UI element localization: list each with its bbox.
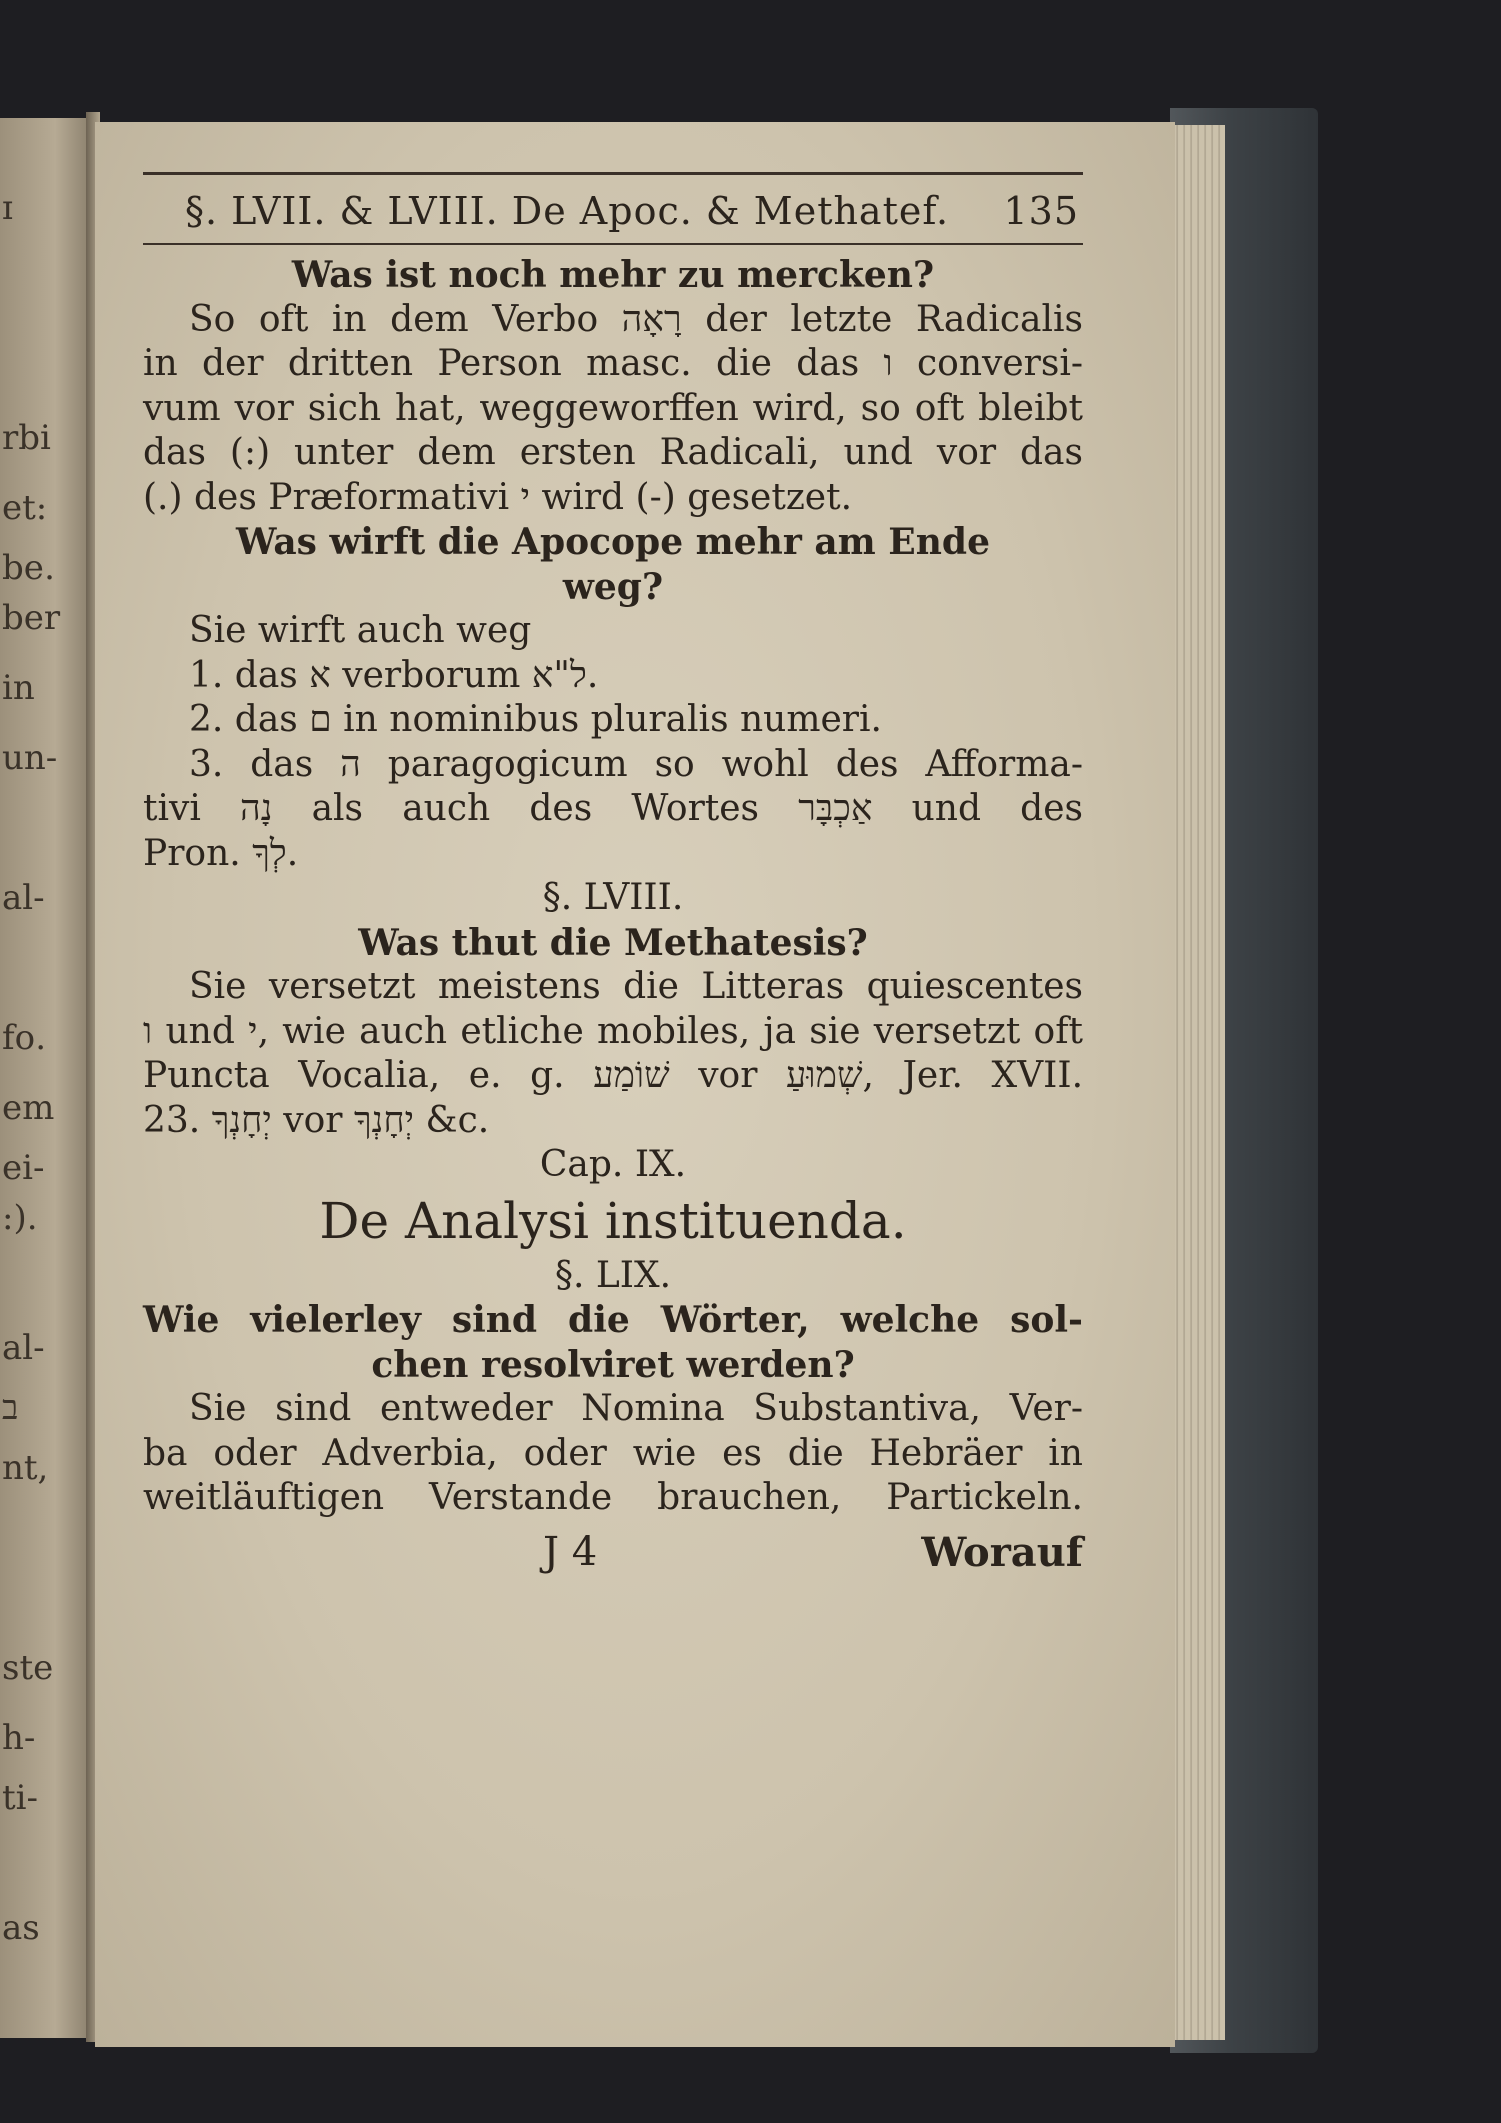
left-page-fragment-text: as	[2, 1908, 40, 1948]
text-line: §. LVIII.	[542, 877, 684, 918]
text-line: 2. das ם in nominibus pluralis numeri.	[189, 699, 882, 740]
text-line: Cap. IX.	[539, 1144, 687, 1185]
text-line: Pron. לְךָ.	[143, 832, 299, 874]
catchword: Worauf	[921, 1528, 1083, 1576]
text-line: ba oder Adverbia, oder wie es die Hebräer in	[143, 1432, 1083, 1474]
text-line: Puncta Vocalia, e. g. שׁוֹמַע vor שְׁמוּעַ, Jer. XVII.	[143, 1055, 1084, 1096]
left-page-fragment-text: :).	[2, 1198, 38, 1238]
text-block-1	[143, 253, 1083, 1188]
left-page-fragment-text: be․	[2, 548, 56, 588]
page-content	[143, 253, 1083, 1521]
left-page-fragment	[0, 118, 92, 2038]
left-page-fragment-text: al-	[2, 878, 45, 918]
left-page-fragment-text: h-	[2, 1718, 36, 1758]
left-page-fragment-text: ber	[2, 598, 61, 638]
text-line: weitläuftigen Verstande brauchen, Partickeln.	[143, 1477, 1083, 1518]
text-line: das (:) unter dem ersten Radicali, und vor das	[143, 432, 1083, 473]
text-line: Sie wirft auch weg	[189, 610, 532, 651]
running-title: §. LVII. & LVIII. De Apoc. & Methatef.	[185, 189, 950, 233]
text-line: Was thut die Methatesis?	[358, 921, 868, 964]
text-line: ו und י, wie auch etliche mobiles, ja sie versetzt oft	[143, 1010, 1083, 1052]
text-line: Was ist noch mehr zu mercken?	[291, 254, 935, 296]
text-line: 3. das ה paragogicum so wohl des Afforma-	[189, 743, 1084, 785]
text-line: Sie versetzt meistens die Litteras quiescentes	[189, 966, 1083, 1007]
left-page-fragment-text: ɪ	[2, 188, 13, 228]
text-line: vum vor sich hat, weggeworffen wird, so oft bleibt	[143, 387, 1083, 429]
left-page-fragment-text: em	[2, 1088, 55, 1128]
text-line: 1. das א verborum ל"א.	[189, 654, 599, 696]
text-line: weg?	[562, 565, 664, 608]
left-page-fragment-text: ste	[2, 1648, 54, 1688]
left-page-fragment-text: nt,	[2, 1448, 49, 1488]
right-page	[95, 122, 1175, 2047]
text-line: Was wirft die Apocope mehr am Ende	[236, 521, 990, 563]
text-line: So oft in dem Verbo רָאָה der letzte Radicalis	[189, 298, 1083, 340]
text-block-2	[143, 1254, 1083, 1521]
left-page-fragment-text: un-	[2, 738, 58, 778]
signature-mark: J 4	[543, 1528, 598, 1575]
text-line: (.) des Præformativi י wird (-) gesetzet.	[143, 476, 853, 518]
running-header	[143, 175, 1083, 243]
left-page-fragment-text: fo․	[2, 1018, 47, 1058]
text-line: Sie sind entweder Nomina Substantiva, Ver-	[189, 1388, 1083, 1429]
text-line: 23. יְחָנְךָ vor יְחָנְךָ &c.	[143, 1099, 490, 1141]
text-line: §. LIX.	[554, 1254, 672, 1296]
page-footer	[143, 1521, 1083, 1576]
left-page-fragment-text: ב	[2, 1388, 19, 1428]
page-number: 135	[1003, 189, 1079, 233]
left-page-fragment-text: et:	[2, 488, 48, 528]
left-page-fragment-text: rbi	[2, 418, 51, 458]
text-line: in der dritten Person masc. die das ו conversi-	[143, 343, 1084, 384]
left-page-fragment-text: ti-	[2, 1778, 39, 1818]
left-page-fragment-text: ei-	[2, 1148, 45, 1188]
left-page-fragment-text: al-	[2, 1328, 45, 1368]
page-text-block	[143, 172, 1083, 1576]
text-line: Wie vielerley sind die Wörter, welche sol-	[143, 1299, 1083, 1341]
header-rule	[143, 243, 1083, 245]
text-line: chen resolviret werden?	[371, 1343, 855, 1386]
text-line: tivi נָה als auch des Wortes אַכְבָּר und des	[143, 788, 1083, 829]
chapter-title: De Analysi instituenda.	[319, 1191, 907, 1250]
left-page-fragment-text: in	[2, 668, 35, 708]
